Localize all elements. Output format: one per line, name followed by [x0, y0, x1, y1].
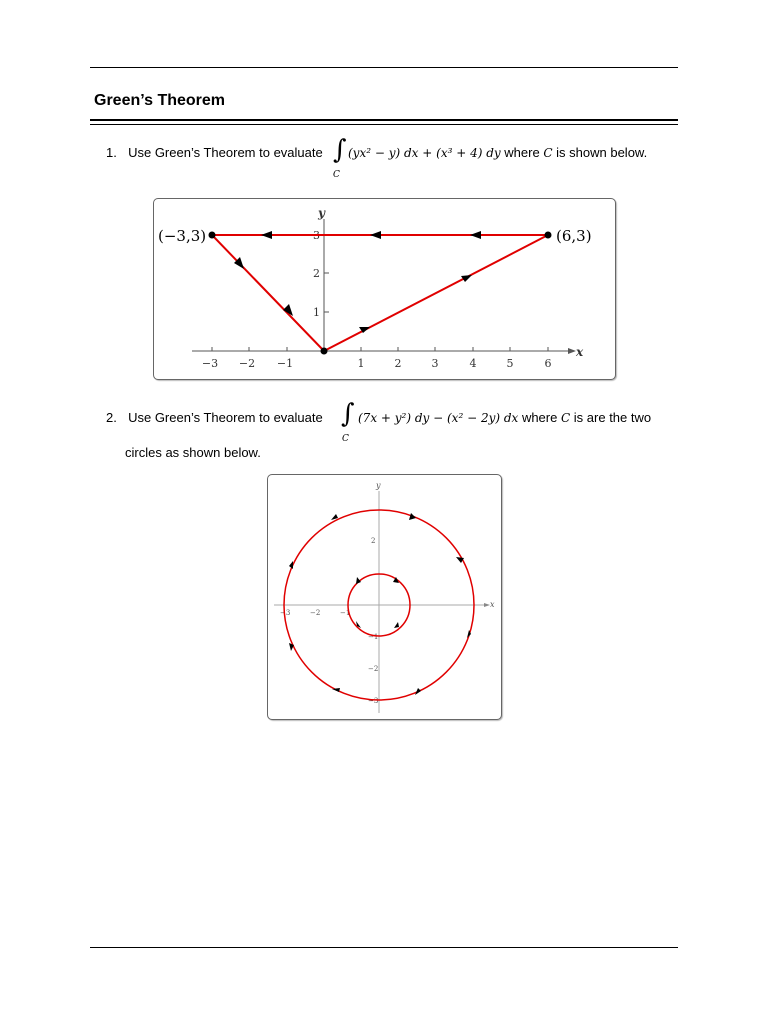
integrand: (7x + y²) dy − (x² − 2y) dx: [358, 411, 519, 425]
text-where: where: [504, 145, 540, 160]
y-tick-label: 3: [313, 229, 320, 242]
vertex-point: [209, 232, 216, 239]
direction-arrow: [261, 231, 272, 239]
problem-text: Use Green’s Theorem to evaluate: [128, 145, 323, 160]
x-tick-label: 3: [431, 357, 439, 370]
y-tick-label: −2: [368, 665, 379, 673]
top-rule: [90, 67, 678, 68]
title-rule-1: [90, 119, 678, 121]
x-axis-label: x: [490, 600, 495, 609]
integral-sign: ∫: [341, 399, 355, 429]
x-axis-label: x: [576, 345, 584, 359]
figure-2-plot: [268, 475, 501, 719]
integral-subscript: C: [342, 434, 349, 444]
x-axis-arrow: [568, 348, 576, 354]
problem-2-line2: circles as shown below.: [125, 445, 261, 460]
figure-2-frame: [267, 474, 502, 720]
x-tick-label: 5: [506, 357, 514, 370]
problem-2: [106, 410, 323, 426]
direction-arrow: [370, 231, 381, 239]
x-tick-label: −3: [280, 609, 291, 617]
problem-text: Use Green’s Theorem to evaluate: [128, 410, 323, 425]
y-tick-label: 2: [371, 537, 376, 545]
title-rule-2: [90, 124, 678, 125]
problem-1-rest: [348, 145, 647, 161]
integral-sign: ∫: [333, 135, 347, 165]
figure-1-frame: [153, 198, 616, 380]
direction-arrow: [456, 557, 464, 563]
integrand: (yx² − y) dx + (x³ + 4) dy: [348, 146, 501, 160]
point-label: (6,3): [556, 227, 592, 245]
problem-number: 1.: [106, 145, 117, 160]
x-tick-label: 1: [357, 357, 365, 370]
vertex-point: [321, 348, 328, 355]
y-ticks: [324, 235, 329, 312]
y-axis-label: y: [318, 206, 325, 220]
curve-c: [212, 235, 548, 351]
section-title: Green’s Theorem: [94, 92, 226, 109]
vertex-point: [545, 232, 552, 239]
curve-variable: C: [560, 411, 571, 425]
x-ticks: [212, 347, 548, 351]
text-end: is shown below.: [556, 145, 648, 160]
problem-number: 2.: [106, 410, 117, 425]
direction-arrow: [394, 622, 399, 628]
y-tick-label: 1: [313, 306, 320, 319]
y-tick-label: 2: [313, 267, 320, 280]
x-tick-label: −1: [276, 357, 294, 370]
y-tick-label: −3: [368, 697, 379, 705]
text-where: where: [521, 410, 558, 425]
x-tick-label: 2: [394, 357, 402, 370]
integral-subscript: C: [333, 170, 340, 180]
figure-1-plot: [154, 199, 615, 379]
y-axis-label: y: [376, 481, 381, 490]
problem-2-rest: [358, 410, 651, 426]
problem-1: [106, 145, 323, 161]
x-tick-label: −2: [238, 357, 256, 370]
direction-arrow: [470, 231, 481, 239]
y-tick-label: −1: [368, 633, 379, 641]
x-tick-label: −3: [201, 357, 219, 370]
curve-variable: C: [543, 146, 553, 160]
direction-arrow: [415, 688, 421, 695]
x-tick-label: −1: [340, 609, 351, 617]
text-end: is are the two: [573, 410, 652, 425]
point-label: (−3,3): [158, 227, 207, 245]
x-tick-label: −2: [310, 609, 321, 617]
x-tick-label: 6: [544, 357, 552, 370]
bottom-rule: [90, 947, 678, 948]
x-tick-label: 4: [469, 357, 477, 370]
